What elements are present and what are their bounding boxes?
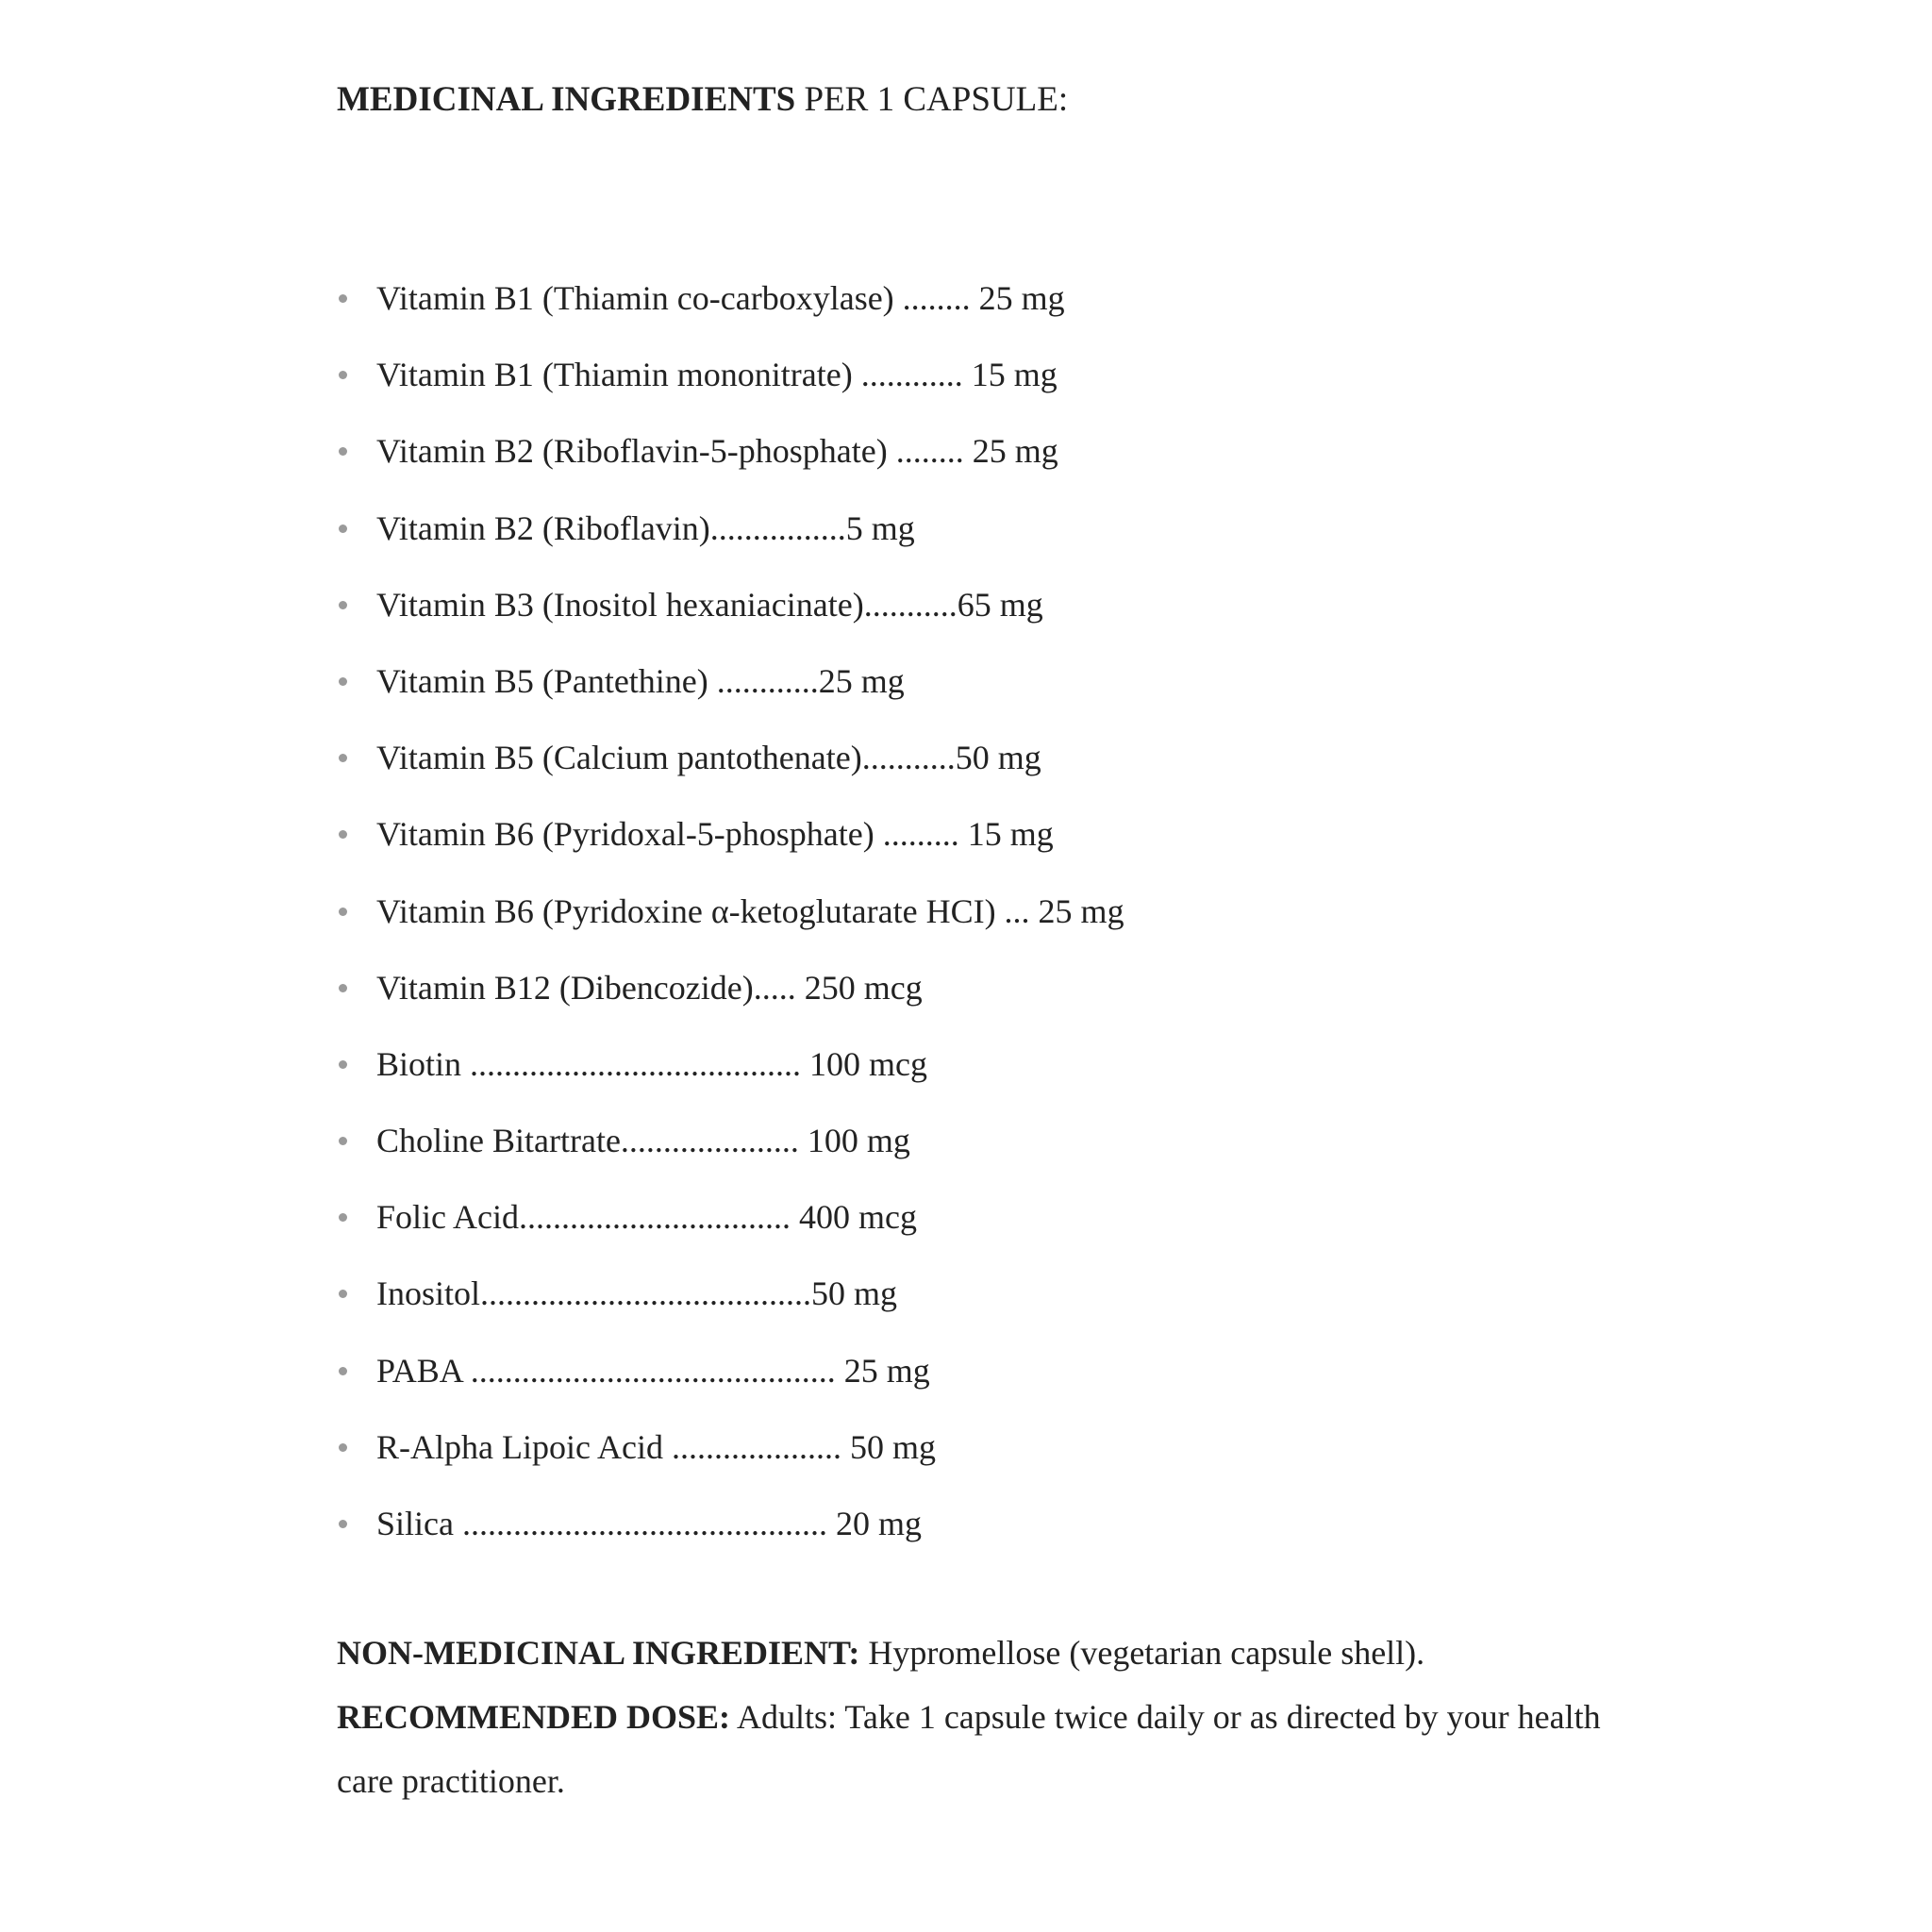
medicinal-ingredients-heading bbox=[337, 77, 1068, 123]
non-medicinal-label: NON-MEDICINAL INGREDIENT: bbox=[337, 1634, 860, 1672]
ingredient-text: Silica ........................................... 20 mg bbox=[376, 1505, 922, 1542]
recommended-dose-paragraph bbox=[337, 1685, 1657, 1813]
list-item bbox=[337, 1194, 1124, 1271]
bullet-icon bbox=[339, 447, 347, 456]
bullet-icon bbox=[339, 1443, 347, 1452]
bullet-icon bbox=[339, 1137, 347, 1145]
list-item bbox=[337, 1501, 1124, 1577]
list-item bbox=[337, 1041, 1124, 1118]
list-item bbox=[337, 889, 1124, 965]
ingredient-text: Vitamin B1 (Thiamin mononitrate) ............ 15 mg bbox=[376, 356, 1058, 394]
bullet-icon bbox=[339, 677, 347, 686]
non-medicinal-ingredient-paragraph bbox=[337, 1621, 1657, 1685]
recommended-dose-text: Adults: Take 1 capsule twice daily or as directed by your health care practitioner. bbox=[337, 1698, 1601, 1800]
ingredient-text: Vitamin B1 (Thiamin co-carboxylase) ........ 25 mg bbox=[376, 279, 1065, 317]
non-medicinal-text: Hypromellose (vegetarian capsule shell). bbox=[859, 1634, 1425, 1672]
bullet-icon bbox=[339, 754, 347, 762]
ingredient-text: Vitamin B5 (Pantethine) ............25 mg bbox=[376, 661, 905, 700]
bullet-icon bbox=[339, 1213, 347, 1222]
list-item bbox=[337, 1348, 1124, 1424]
ingredient-text: PABA ........................................... 25 mg bbox=[376, 1351, 930, 1390]
ingredient-text: Vitamin B3 (Inositol hexaniacinate)...........65 mg bbox=[376, 585, 1043, 624]
list-item bbox=[337, 1271, 1124, 1347]
ingredient-text: Biotin ....................................... 100 mcg bbox=[376, 1044, 927, 1083]
heading-bold-label: MEDICINAL INGREDIENTS bbox=[337, 80, 796, 119]
list-item bbox=[337, 658, 1124, 735]
ingredient-text: Vitamin B2 (Riboflavin)................5 mg bbox=[376, 508, 915, 547]
ingredient-text: Vitamin B12 (Dibencozide)..... 250 mcg bbox=[376, 968, 923, 1007]
ingredient-text: Folic Acid................................ 400 mcg bbox=[376, 1198, 917, 1237]
bullet-icon bbox=[339, 1290, 347, 1298]
list-item bbox=[337, 428, 1124, 505]
list-item bbox=[337, 1118, 1124, 1194]
list-item bbox=[337, 506, 1124, 582]
bullet-icon bbox=[339, 908, 347, 916]
list-item bbox=[337, 811, 1124, 888]
ingredient-text: Vitamin B6 (Pyridoxal-5-phosphate) ......... 15 mg bbox=[376, 815, 1054, 854]
list-item bbox=[337, 735, 1124, 811]
list-item bbox=[337, 275, 1124, 352]
list-item bbox=[337, 352, 1124, 428]
bullet-icon bbox=[339, 1060, 347, 1069]
heading-rest: PER 1 CAPSULE: bbox=[795, 80, 1069, 119]
bullet-icon bbox=[339, 1520, 347, 1528]
bullet-icon bbox=[339, 984, 347, 992]
list-item bbox=[337, 965, 1124, 1041]
list-item bbox=[337, 582, 1124, 658]
ingredient-text: Choline Bitartrate..................... 100 mg bbox=[376, 1122, 910, 1160]
bullet-icon bbox=[339, 601, 347, 609]
list-item bbox=[337, 1424, 1124, 1501]
ingredient-text: Vitamin B2 (Riboflavin-5-phosphate) ........ 25 mg bbox=[376, 432, 1058, 471]
bullet-icon bbox=[339, 371, 347, 379]
bullet-icon bbox=[339, 525, 347, 533]
bullet-icon bbox=[339, 1367, 347, 1375]
recommended-dose-label: RECOMMENDED DOSE: bbox=[337, 1698, 731, 1736]
ingredient-text: Inositol.......................................50 mg bbox=[376, 1274, 898, 1313]
bullet-icon bbox=[339, 294, 347, 303]
ingredient-list bbox=[337, 275, 1124, 1577]
ingredient-text: R-Alpha Lipoic Acid .................... 50 mg bbox=[376, 1427, 936, 1466]
ingredient-text: Vitamin B5 (Calcium pantothenate)...........50 mg bbox=[376, 739, 1041, 777]
bullet-icon bbox=[339, 830, 347, 839]
ingredient-text: Vitamin B6 (Pyridoxine α-ketoglutarate HCI) ... 25 mg bbox=[376, 891, 1124, 930]
